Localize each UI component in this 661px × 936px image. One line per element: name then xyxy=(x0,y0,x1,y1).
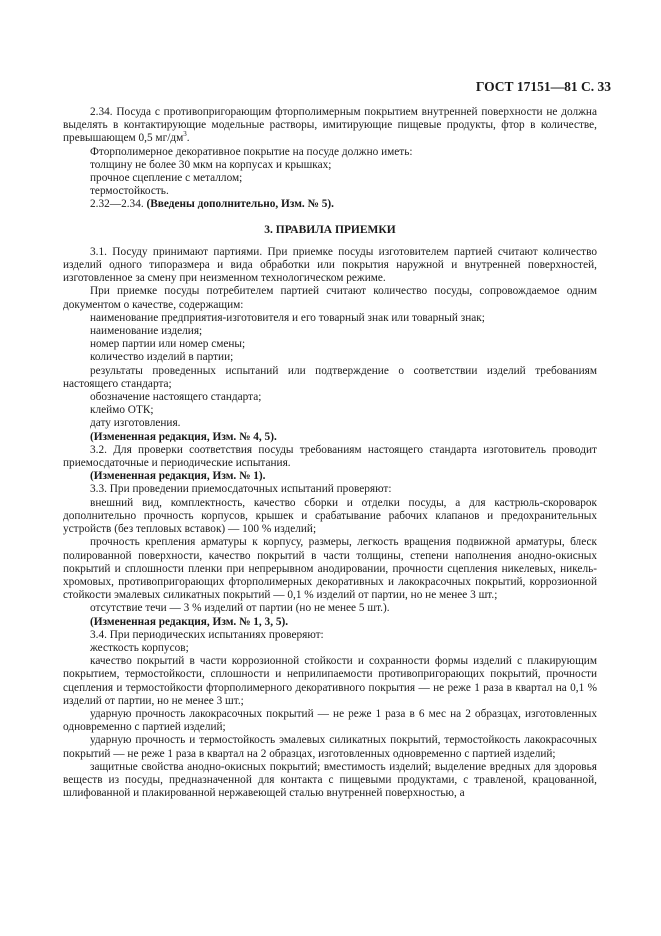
list-item: защитные свойства анодно-окисных покрытий; вместимость изделий; выделение вредных для здоровья веществ из посуды, предназначенной для контакта с пищевыми продуктами, с травленой, крацованной, шлифованной и плакированной нержавеющей сталью внутренней поверхностью, а xyxy=(63,760,597,800)
paragraph: Фторполимерное декоративное покрытие на посуде должно иметь: xyxy=(90,145,413,158)
list-item: отсутствие течи — 3 % изделий от партии (но не менее 5 шт.). xyxy=(90,602,390,615)
page-header: ГОСТ 17151—81 С. 33 xyxy=(475,79,611,94)
paragraph: 3.3. При проведении приемосдаточных испытаний проверяют: xyxy=(90,483,392,496)
paragraph: 3.4. При периодических испытаниях проверяют: xyxy=(90,628,324,641)
amendment-note: 2.32—2.34. (Введены дополнительно, Изм. № 5). xyxy=(90,198,334,211)
paragraph: 3.2. Для проверки соответствия посуды требованиям настоящего стандарта изготовитель проводит приемосдаточные и периодические испытания. xyxy=(63,443,597,470)
list-item: ударную прочность и термостойкость эмалевых силикатных покрытий, термостойкость лакокрасочных покрытий — не реже 1 раза в квартал на 2 образцах, изготовленных одновременно с партией изделий; xyxy=(63,734,597,760)
amendment-note: (Измененная редакция, Изм. № 1, 3, 5). xyxy=(90,615,289,628)
list-item: качество покрытий в части коррозионной стойкости и сохранности формы изделий с плакирующим покрытием, термостойкости, сплошности и неприлипаемости противопригорающих покрытий, прочности сцепления и термостойкости фторполимерного декоративного покрытия — не реже 1 раза в квартал на 0,1 % изделий от партии, но не менее 3 шт.; xyxy=(63,655,597,707)
list-item: дату изготовления. xyxy=(90,417,181,430)
list-item: клеймо ОТК; xyxy=(90,404,154,417)
list-item: толщину не более 30 мкм на корпусах и крышках; xyxy=(90,158,332,171)
list-item: термостойкость. xyxy=(90,185,169,198)
list-item: жесткость корпусов; xyxy=(90,641,189,654)
list-item: наименование изделия; xyxy=(90,325,203,338)
section-title: 3. ПРАВИЛА ПРИЕМКИ xyxy=(264,223,396,236)
list-item: количество изделий в партии; xyxy=(90,351,234,364)
list-item: результаты проведенных испытаний или подтверждение о соответствии изделий требованиям настоящего стандарта; xyxy=(63,364,597,390)
document-body xyxy=(63,106,597,800)
list-item: ударную прочность лакокрасочных покрытий — не реже 1 раза в 6 мес на 2 образцах, изготовленных одновременно с партией изделий; xyxy=(63,707,597,734)
list-item: наименование предприятия-изготовителя и его товарный знак или товарный знак; xyxy=(90,311,485,324)
list-item: обозначение настоящего стандарта; xyxy=(90,391,262,404)
superscript: 3 xyxy=(183,130,187,139)
paragraph: 2.34. Посуда с противопригорающим фторполимерным покрытием внутренней поверхности не должна выделять в контактирующие модельные растворы, имитирующие пищевые продукты, фтор в количестве, превышающем 0,5 $мг/дм^3$. xyxy=(63,106,597,145)
list-item: номер партии или номер смены; xyxy=(90,338,246,351)
list-item: прочность крепления арматуры к корпусу, размеры, легкость вращения подвижной арматуры, блеск полированной поверхности, качество покрытий в части толщины, степени наполнения анодно-окисных покрытий и сплошности пленки при непрерывном анодировании, прочности сцепления никелевых, никель-хромовых, противопригорающих фторполимерных декоративных и лакокрасочных покрытий, коррозионной стойкости эмалевых силикатных покрытий — 0,1 % изделий от партии, но не менее 3 шт.; xyxy=(63,536,597,602)
amendment-note: (Измененная редакция, Изм. № 1). xyxy=(90,470,266,483)
paragraph: При приемке посуды потребителем партией считают количество посуды, сопровождаемое одним документом о качестве, содержащим: xyxy=(63,285,597,311)
paragraph: 3.1. Посуду принимают партиями. При приемке посуды изготовителем партией считают количество изделий одного типоразмера и вида обработки или покрытия наружной и внутренней поверхностей, изготовленное за смену при неизменном технологическом режиме. xyxy=(63,245,597,285)
amendment-note: (Измененная редакция, Изм. № 4, 5). xyxy=(90,430,277,443)
list-item: прочное сцепление с металлом; xyxy=(90,172,243,185)
list-item: внешний вид, комплектность, качество сборки и отделки посуды, а для кастрюль-скороварок дополнительно прочность корпусов, крышек и срабатывание рабочих клапанов и предохранительных устройств (без тепловых вставок) — 100 % изделий; xyxy=(63,496,597,536)
